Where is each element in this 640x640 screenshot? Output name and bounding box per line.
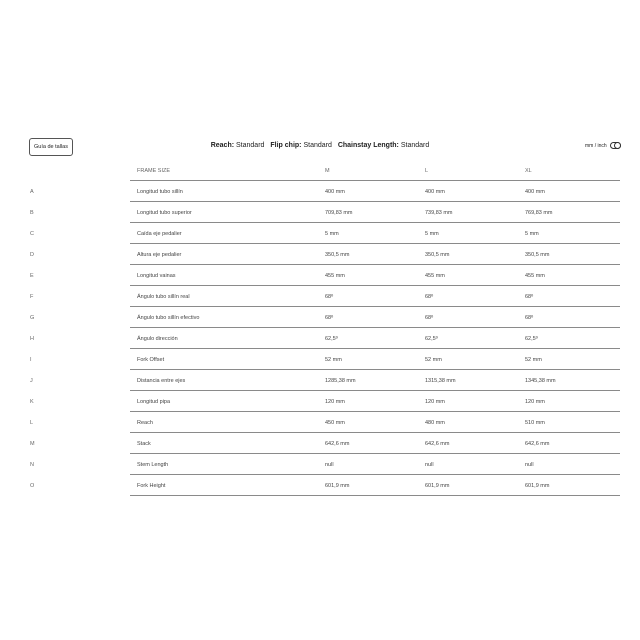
table-row bbox=[30, 328, 620, 349]
row-measurement-name: Caída eje pedalier bbox=[137, 230, 182, 237]
row-letter: G bbox=[30, 314, 35, 321]
table-row bbox=[30, 244, 620, 265]
row-value-m: 120 mm bbox=[325, 398, 345, 405]
row-value-l: 480 mm bbox=[425, 419, 445, 426]
row-letter: D bbox=[30, 251, 34, 258]
table-row bbox=[30, 454, 620, 475]
row-measurement-name: Longitud tubo superior bbox=[137, 209, 192, 216]
row-value-xl: 5 mm bbox=[525, 230, 539, 237]
row-value-l: 455 mm bbox=[425, 272, 445, 279]
row-value-xl: 68º bbox=[525, 293, 534, 300]
header-size-xl: XL bbox=[525, 167, 532, 174]
row-value-xl: 455 mm bbox=[525, 272, 545, 279]
row-value-l: 120 mm bbox=[425, 398, 445, 405]
chainstay-length-value[interactable]: Standard bbox=[400, 142, 430, 149]
row-value-l: 68º bbox=[425, 293, 434, 300]
row-measurement-name: Ángulo tubo sillín efectivo bbox=[137, 314, 200, 321]
row-value-xl: 601,9 mm bbox=[525, 482, 550, 489]
row-value-l: 350,5 mm bbox=[425, 251, 450, 258]
table-row bbox=[30, 202, 620, 223]
table-row bbox=[30, 433, 620, 454]
row-measurement-name: Altura eje pedalier bbox=[137, 251, 182, 258]
row-letter: E bbox=[30, 272, 34, 279]
row-measurement-name: Ángulo tubo sillín real bbox=[137, 293, 190, 300]
row-letter: K bbox=[30, 398, 34, 405]
row-divider bbox=[130, 495, 620, 496]
row-value-m: 709,83 mm bbox=[325, 209, 353, 216]
reach-value[interactable]: Standard bbox=[236, 142, 265, 149]
table-row bbox=[30, 370, 620, 391]
row-value-xl: 400 mm bbox=[525, 188, 545, 195]
row-measurement-name: Longitud tubo sillín bbox=[137, 188, 183, 195]
switch-knob-icon bbox=[615, 143, 620, 148]
row-letter: B bbox=[30, 209, 34, 216]
row-value-m: 455 mm bbox=[325, 272, 345, 279]
row-letter: N bbox=[30, 461, 34, 468]
row-measurement-name: Fork Offset bbox=[137, 356, 165, 363]
row-value-l: 68º bbox=[425, 314, 434, 321]
row-value-xl: 510 mm bbox=[525, 419, 545, 426]
table-row bbox=[30, 475, 620, 496]
unit-toggle[interactable] bbox=[585, 142, 621, 149]
row-value-xl: 1345,38 mm bbox=[525, 377, 556, 384]
header-frame-size: FRAME SIZE bbox=[137, 167, 171, 174]
row-letter: H bbox=[30, 335, 34, 342]
row-value-xl: 62,5º bbox=[525, 335, 538, 342]
table-row bbox=[30, 349, 620, 370]
row-value-m: 5 mm bbox=[325, 230, 339, 237]
table-row bbox=[30, 223, 620, 244]
row-measurement-name: Stem Length bbox=[137, 461, 169, 468]
row-measurement-name: Reach bbox=[137, 419, 153, 426]
row-value-m: 350,5 mm bbox=[325, 251, 350, 258]
reach-label: Reach: bbox=[210, 142, 235, 149]
row-value-xl: 769,83 mm bbox=[525, 209, 553, 216]
row-measurement-name: Fork Height bbox=[137, 482, 166, 489]
row-value-xl: null bbox=[525, 461, 534, 468]
row-value-m: 642,6 mm bbox=[325, 440, 350, 447]
row-letter: F bbox=[30, 293, 34, 300]
row-value-l: 62,5º bbox=[425, 335, 438, 342]
row-value-xl: 68º bbox=[525, 314, 534, 321]
row-measurement-name: Longitud vainas bbox=[137, 272, 176, 279]
row-value-xl: 642,6 mm bbox=[525, 440, 550, 447]
row-value-l: null bbox=[425, 461, 434, 468]
row-value-l: 5 mm bbox=[425, 230, 439, 237]
row-value-m: 400 mm bbox=[325, 188, 345, 195]
flip-chip-value[interactable]: Standard bbox=[303, 142, 332, 149]
row-value-l: 642,6 mm bbox=[425, 440, 450, 447]
unit-toggle-label: mm / inch bbox=[585, 142, 607, 149]
row-value-l: 1315,38 mm bbox=[425, 377, 456, 384]
header-size-l: L bbox=[425, 167, 429, 174]
row-letter: C bbox=[30, 230, 34, 237]
row-value-l: 400 mm bbox=[425, 188, 445, 195]
row-value-m: null bbox=[325, 461, 334, 468]
row-value-xl: 120 mm bbox=[525, 398, 545, 405]
chainstay-length-label: Chainstay Length: bbox=[337, 142, 399, 149]
size-guide-button[interactable]: Guía de tallas bbox=[29, 138, 73, 156]
row-value-m: 1285,38 mm bbox=[325, 377, 356, 384]
row-value-xl: 350,5 mm bbox=[525, 251, 550, 258]
row-value-m: 68º bbox=[325, 314, 334, 321]
table-row bbox=[30, 391, 620, 412]
row-letter: L bbox=[30, 419, 34, 426]
header-size-m: M bbox=[325, 167, 330, 174]
table-row bbox=[30, 181, 620, 202]
geometry-table bbox=[30, 160, 620, 496]
row-letter: M bbox=[30, 440, 35, 447]
row-measurement-name: Distancia entre ejes bbox=[137, 377, 186, 384]
row-measurement-name: Ángulo dirección bbox=[137, 335, 178, 342]
geometry-config bbox=[0, 142, 640, 149]
row-letter: I bbox=[30, 356, 32, 363]
table-row bbox=[30, 265, 620, 286]
table-header bbox=[30, 160, 620, 181]
table-row bbox=[30, 286, 620, 307]
row-value-m: 62,5º bbox=[325, 335, 338, 342]
row-value-l: 601,9 mm bbox=[425, 482, 450, 489]
flip-chip-label: Flip chip: bbox=[270, 142, 302, 149]
row-value-l: 739,83 mm bbox=[425, 209, 453, 216]
table-row bbox=[30, 412, 620, 433]
row-value-xl: 52 mm bbox=[525, 356, 542, 363]
row-value-m: 450 mm bbox=[325, 419, 345, 426]
row-letter: J bbox=[30, 377, 33, 384]
row-letter: A bbox=[30, 188, 34, 195]
row-value-m: 601,9 mm bbox=[325, 482, 350, 489]
row-value-l: 52 mm bbox=[425, 356, 442, 363]
table-row bbox=[30, 307, 620, 328]
unit-switch[interactable] bbox=[610, 142, 621, 149]
row-letter: O bbox=[30, 482, 35, 489]
row-measurement-name: Stack bbox=[137, 440, 151, 447]
row-value-m: 52 mm bbox=[325, 356, 342, 363]
row-value-m: 68º bbox=[325, 293, 334, 300]
row-measurement-name: Longitud pipa bbox=[137, 398, 171, 405]
